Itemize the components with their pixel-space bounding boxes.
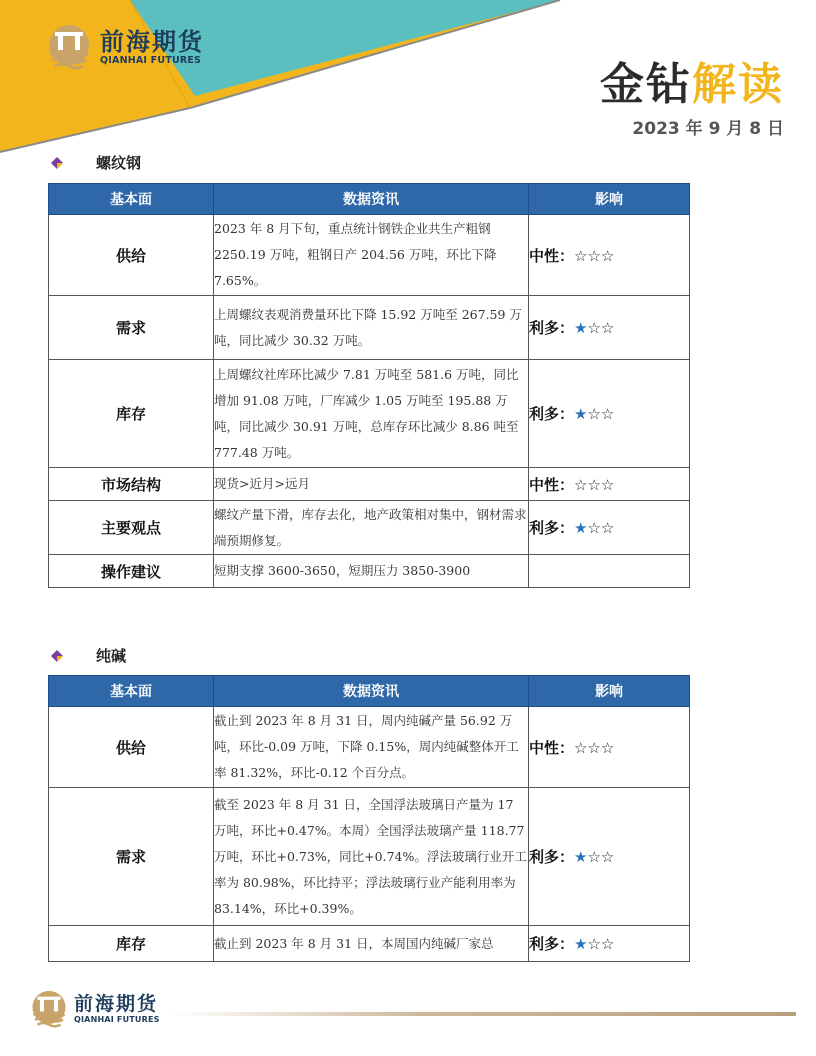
impact-label: 中性： [529,246,575,265]
row-category: 主要观点 [49,501,214,555]
table-header-row [49,676,690,707]
table-row [49,926,690,962]
star-filled-icon: ★ [574,848,588,866]
row-info: 上周螺纹表观消费量环比下降 15.92 万吨至 267.59 万吨，同比减少 30.32 万吨。 [214,296,529,360]
diamond-bullet-icon [50,156,64,170]
footer-divider [170,1012,796,1016]
star-empty-icon: ☆ [574,475,588,494]
table-row [49,707,690,788]
star-empty-icon: ☆ [587,935,601,953]
table-row [49,215,690,296]
row-impact [529,468,690,501]
footer-logo-chinese-name: 前海期货 [74,993,159,1015]
row-impact [529,555,690,588]
footer-logo [30,990,160,1028]
star-filled-icon: ★ [574,935,588,953]
star-empty-icon: ☆ [587,519,601,537]
soda-ash-fundamentals-table [48,675,690,962]
impact-label: 中性： [529,475,575,494]
impact-label: 利多： [529,848,575,866]
logo-chinese-name: 前海期货 [100,26,204,56]
table-row [49,788,690,926]
impact-label: 利多： [529,519,575,537]
star-filled-icon: ★ [574,319,588,337]
star-rating [574,519,614,537]
report-title-part1: 金钻 [600,59,692,110]
star-rating [574,476,614,494]
star-empty-icon: ☆ [600,405,615,423]
row-impact [529,360,690,468]
row-category: 供给 [49,215,214,296]
star-empty-icon: ☆ [587,319,601,337]
row-impact [529,296,690,360]
table-row [49,296,690,360]
column-header-data: 数据资讯 [214,676,529,707]
impact-label: 利多： [529,405,575,423]
table-row [49,501,690,555]
table-row [49,555,690,588]
row-category: 需求 [49,296,214,360]
row-category: 库存 [49,926,214,962]
row-category: 操作建议 [49,555,214,588]
column-header-data: 数据资讯 [214,184,529,215]
table-header-row [49,184,690,215]
star-rating [574,739,614,757]
star-empty-icon: ☆ [600,848,615,866]
impact-label: 利多： [529,319,575,337]
qianhai-emblem-icon [46,24,92,70]
star-empty-icon: ☆ [574,738,588,757]
row-info: 2023 年 8 月下旬，重点统计钢铁企业共生产粗钢 2250.19 万吨，粗钢日产 204.56 万吨，环比下降 7.65%。 [214,215,529,296]
row-info: 现货>近月>远月 [214,468,529,501]
diamond-bullet-icon [50,649,64,663]
star-filled-icon: ★ [574,405,588,423]
section-heading-soda-ash [50,645,126,666]
row-impact [529,215,690,296]
row-impact [529,926,690,962]
star-rating [574,935,614,953]
qianhai-emblem-icon [30,990,68,1028]
star-rating [574,319,614,337]
star-rating [574,247,614,265]
star-empty-icon: ☆ [587,738,601,757]
section-title: 纯碱 [96,647,127,665]
star-empty-icon: ☆ [600,935,615,953]
row-info: 截止到 2023 年 8 月 31 日，周内纯碱产量 56.92 万吨，环比-0.09 万吨，下降 0.15%，周内纯碱整体开工率 81.32%，环比-0.12 个百分点。 [214,707,529,788]
row-impact [529,788,690,926]
page-footer [30,990,790,1040]
row-category: 市场结构 [49,468,214,501]
rebar-fundamentals-table [48,183,690,588]
star-empty-icon: ☆ [587,405,601,423]
row-info: 截至 2023 年 8 月 31 日，全国浮法玻璃日产量为 17 万吨，环比+0.47%。本周）全国浮法玻璃产量 118.77 万吨，环比+0.73%，同比+0.74%。浮法玻璃行业开工率为 80.98%，环比持平；浮法玻璃行业产能利用率为 83.14%，环比+0.39%。 [214,788,529,926]
row-category: 库存 [49,360,214,468]
footer-logo-english-name: QIANHAI FUTURES [74,1015,160,1024]
column-header-fundamentals: 基本面 [49,184,214,215]
star-empty-icon: ☆ [600,319,615,337]
report-title-part2: 解读 [692,59,784,110]
section-heading-rebar [50,152,141,173]
row-info: 短期支撑 3600-3650，短期压力 3850-3900 [214,555,529,588]
row-impact [529,707,690,788]
table-row [49,468,690,501]
star-rating [574,848,614,866]
column-header-impact: 影响 [529,184,690,215]
row-info: 上周螺纹社库环比减少 7.81 万吨至 581.6 万吨，同比增加 91.08 万吨，厂库减少 1.05 万吨至 195.88 万吨，同比减少 30.91 万吨，总库存环比减少 8.86 吨至 777.48 万吨。 [214,360,529,468]
column-header-impact: 影响 [529,676,690,707]
star-empty-icon: ☆ [574,246,588,265]
logo-english-name: QIANHAI FUTURES [100,54,202,66]
star-empty-icon: ☆ [600,738,615,757]
section-title: 螺纹钢 [96,154,142,172]
table-row [49,360,690,468]
row-impact [529,501,690,555]
star-empty-icon: ☆ [600,475,615,494]
report-title [600,48,784,112]
star-empty-icon: ☆ [587,246,601,265]
star-empty-icon: ☆ [587,848,601,866]
star-empty-icon: ☆ [600,246,615,265]
row-category: 供给 [49,707,214,788]
report-date: 2023 年 9 月 8 日 [632,119,784,139]
star-empty-icon: ☆ [600,519,615,537]
star-rating [574,405,614,423]
row-category: 需求 [49,788,214,926]
star-empty-icon: ☆ [587,475,601,494]
row-info: 螺纹产量下滑，库存去化，地产政策相对集中，钢材需求端预期修复。 [214,501,529,555]
column-header-fundamentals: 基本面 [49,676,214,707]
star-filled-icon: ★ [574,519,588,537]
impact-label: 中性： [529,738,575,757]
company-logo [46,24,204,70]
row-info: 截止到 2023 年 8 月 31 日，本周国内纯碱厂家总 [214,926,529,962]
impact-label: 利多： [529,935,575,953]
